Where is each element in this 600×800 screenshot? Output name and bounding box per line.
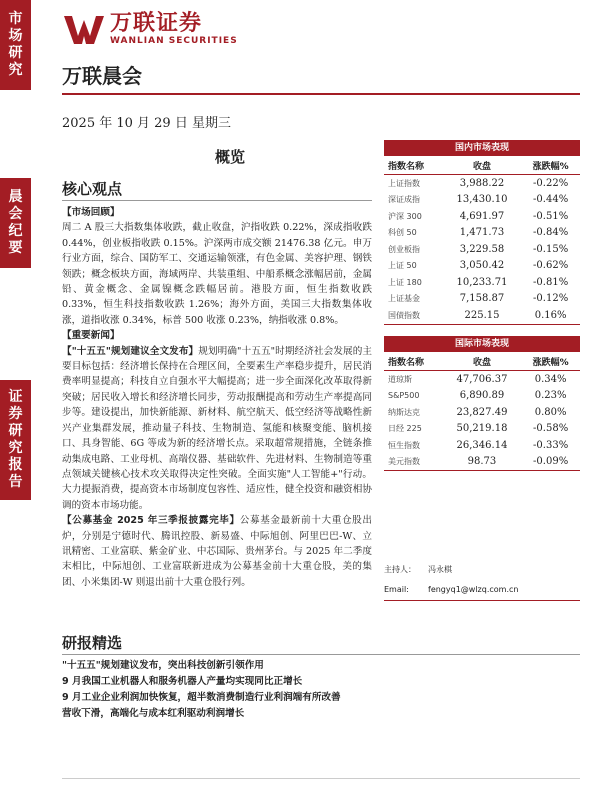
change-pct-cell: 0.16%	[521, 307, 580, 324]
index-name-cell: 国债指数	[384, 307, 443, 324]
close-value-cell: 47,706.37	[456, 373, 508, 385]
col-header-index: 指数名称	[384, 156, 443, 175]
sidebar-char: 要	[8, 240, 23, 256]
contact-divider	[384, 600, 580, 601]
market-review-tag: 【市场回顾】	[62, 207, 120, 218]
domestic-market-table	[384, 140, 580, 325]
index-name-cell: 恒生指数	[388, 440, 420, 450]
table-row	[384, 192, 580, 209]
sidebar-char: 市	[8, 11, 23, 27]
host-name: 冯永棋	[428, 565, 452, 574]
left-sidebar	[0, 0, 31, 800]
core-views-body	[62, 205, 372, 590]
section-divider	[62, 654, 580, 655]
table-row	[384, 208, 580, 225]
index-name-cell: 上证指数	[388, 178, 420, 188]
table-row	[384, 404, 580, 421]
sidebar-char: 晨	[8, 189, 23, 205]
table-row	[384, 421, 580, 438]
table-row	[384, 454, 580, 471]
close-value-cell: 26,346.14	[456, 439, 508, 451]
logo-chinese-name: 万联证券	[110, 11, 203, 36]
change-pct-cell: 0.23%	[534, 390, 567, 402]
host-label: 主持人：	[384, 565, 416, 574]
sidebar-char: 证	[8, 389, 23, 405]
close-value-cell: 3,988.22	[459, 177, 505, 189]
sidebar-char: 报	[8, 457, 23, 473]
email-label: Email:	[384, 585, 409, 594]
close-value-cell: 13,430.10	[456, 194, 508, 206]
sidebar-tag-market-research	[0, 0, 31, 90]
market-review-text: 周二 A 股三大指数集体收跌，截止收盘，沪指收跌 0.22%，深成指收跌 0.44%，创业板指收跌 0.15%。沪深两市成交额 21476.38 亿元。申万行业方面，综合、国防军工、交通运输领涨，有色金属、美容护理、钢铁领跌；概念板块方面，海域两岸、共装重组、中船系概念涨幅居前，金属铅、黄金概念、金属镍概念跌幅居前。港股方面，恒生指数收跌 0.33%，恒生科技指数收跌 1.26%；海外方面，美国三大指数集体收涨，道指收涨 0.34%，标普 500 收涨 0.23%，纳指收涨 0.8%。	[62, 222, 372, 326]
change-pct-cell: -0.62%	[533, 260, 569, 272]
domestic-market-title: 国内市场表现	[384, 140, 580, 156]
col-header-change: 涨跌幅%	[521, 156, 580, 175]
report-title: 万联晨会	[62, 64, 142, 88]
change-pct-cell: 0.34%	[534, 373, 567, 385]
index-name-cell: S&P500	[388, 391, 420, 401]
change-pct-cell: -0.51%	[533, 210, 569, 222]
table-row	[384, 175, 580, 192]
change-pct-cell: -0.81%	[533, 276, 569, 288]
overview-heading: 概览	[215, 148, 246, 166]
sidebar-char: 研	[8, 423, 23, 439]
sidebar-char: 研	[8, 45, 23, 61]
close-value-cell: 3,229.58	[459, 243, 505, 255]
table-header-row	[384, 156, 580, 175]
table-row	[384, 291, 580, 308]
close-value-cell: 7,158.87	[459, 293, 505, 305]
report-date: 2025 年 10 月 29 日 星期三	[62, 116, 231, 131]
col-header-close: 收盘	[443, 156, 522, 175]
table-row	[384, 388, 580, 405]
sidebar-char: 究	[8, 440, 23, 456]
index-name-cell: 纳斯达克	[388, 407, 420, 417]
close-value-cell: 98.73	[443, 454, 522, 471]
news1-tag: 【"十五五"规划建议全文发布】	[62, 345, 199, 357]
index-name-cell: 上证 180	[388, 277, 422, 287]
intl-market-title: 国际市场表现	[384, 336, 580, 352]
sidebar-char: 纪	[8, 223, 23, 239]
research-item[interactable]: "十五五"规划建议发布，突出科技创新引领作用	[62, 660, 264, 671]
table-row	[384, 274, 580, 291]
contact-block	[384, 560, 518, 600]
table-row	[384, 241, 580, 258]
index-name-cell: 美元指数	[384, 454, 443, 471]
research-item[interactable]: 营收下滑，高端化与成本红利驱动利润增长	[62, 708, 245, 719]
table-row	[384, 225, 580, 242]
sidebar-char: 场	[8, 28, 23, 44]
sidebar-char: 告	[8, 474, 23, 490]
intl-market-table	[384, 336, 580, 471]
footer-divider	[62, 778, 580, 779]
index-name-cell: 深证成指	[388, 195, 420, 205]
core-views-heading: 核心观点	[62, 180, 123, 198]
important-news-tag: 【重要新闻】	[62, 330, 120, 342]
sidebar-char: 券	[8, 406, 23, 422]
change-pct-cell: -0.84%	[533, 227, 569, 239]
col-header-change: 涨跌幅%	[521, 352, 580, 371]
close-value-cell: 4,691.97	[459, 210, 505, 222]
close-value-cell: 23,827.49	[456, 406, 508, 418]
email-address[interactable]: fengyq1@wlzq.com.cn	[428, 585, 519, 594]
change-pct-cell: -0.09%	[521, 454, 580, 471]
change-pct-cell: -0.12%	[533, 293, 569, 305]
change-pct-cell: -0.44%	[533, 194, 569, 206]
section-divider	[62, 200, 372, 201]
close-value-cell: 3,050.42	[459, 260, 505, 272]
col-header-index: 指数名称	[384, 352, 443, 371]
index-name-cell: 创业板指	[388, 244, 420, 254]
sidebar-tag-morning-brief	[0, 178, 31, 268]
news1-text: 规划明确"十五五"时期经济社会发展的主要目标包括：经济增长保持在合理区间，全要素生产率稳步提升，居民消费率明显提高；科技自立自强水平大幅提高；进一步全面深化改革取得新突破；居民收入增长和经济增长同步，劳动报酬提高和劳动生产率提高同步等。建设提出，加快新能源、新材料、航空航天、低空经济等战略性新兴产业集群发展，推动量子科技、生物制造、氢能和核聚变能、脑机接口、具身智能、6G 等成为新的经济增长点。采取超常规措施，全链条推动集成电路、工业母机、高端仪器、基础软件、先进材料、生物制造等重点领域关键核心技术攻关取得决定性突破。全面实施"人工智能+"行动。大力提振消费，提高资本市场制度包容性、适应性，健全投资和融资相协调的资本市场功能。	[62, 345, 373, 511]
table-header-row	[384, 352, 580, 371]
close-value-cell: 225.15	[443, 307, 522, 324]
index-name-cell: 日经 225	[388, 424, 422, 434]
table-row	[384, 437, 580, 454]
sidebar-tag-research-report	[0, 380, 31, 500]
table-row	[384, 258, 580, 275]
change-pct-cell: -0.22%	[533, 177, 569, 189]
table-row	[384, 371, 580, 388]
change-pct-cell: -0.58%	[533, 423, 569, 435]
index-name-cell: 科创 50	[388, 228, 417, 238]
research-list	[62, 658, 582, 722]
research-item[interactable]: 9 月工业企业利润加快恢复，超半数消费制造行业利润端有所改善	[62, 692, 341, 703]
change-pct-cell: -0.33%	[533, 439, 569, 451]
change-pct-cell: -0.15%	[533, 243, 569, 255]
research-item[interactable]: 9 月我国工业机器人和服务机器人产量均实现同比正增长	[62, 676, 303, 687]
header-divider	[62, 93, 580, 95]
index-name-cell: 沪深 300	[388, 211, 422, 221]
index-name-cell: 道琼斯	[388, 374, 412, 384]
news2-tag: 【公募基金 2025 年三季报披露完毕】	[62, 515, 240, 527]
col-header-close: 收盘	[443, 352, 522, 371]
close-value-cell: 1,471.73	[459, 227, 505, 239]
logo-english-name: WANLIAN SECURITIES	[110, 36, 238, 46]
change-pct-cell: 0.80%	[534, 406, 567, 418]
company-logo	[62, 12, 238, 46]
table-row	[384, 307, 580, 324]
index-name-cell: 上证 50	[388, 261, 417, 271]
index-name-cell: 上证基金	[388, 294, 420, 304]
news2-text: 公募基金最新前十大重仓股出炉，分别是宁德时代、腾讯控股、新易盛、中际旭创、阿里巴巴-W、立讯精密、工业富联、紫金矿业、中芯国际、贵州茅台。与 2025 年二季度末相比，中际旭创、工业富联新进成为公募基金前十大重仓股，美的集团、小米集团-W 则退出前十大重仓股行列。	[62, 515, 373, 588]
sidebar-char: 会	[8, 206, 23, 222]
research-heading: 研报精选	[62, 634, 123, 652]
close-value-cell: 50,219.18	[456, 423, 508, 435]
wanlian-logo-icon	[62, 12, 106, 46]
close-value-cell: 6,890.89	[459, 390, 505, 402]
close-value-cell: 10,233.71	[456, 276, 508, 288]
sidebar-char: 究	[8, 62, 23, 78]
